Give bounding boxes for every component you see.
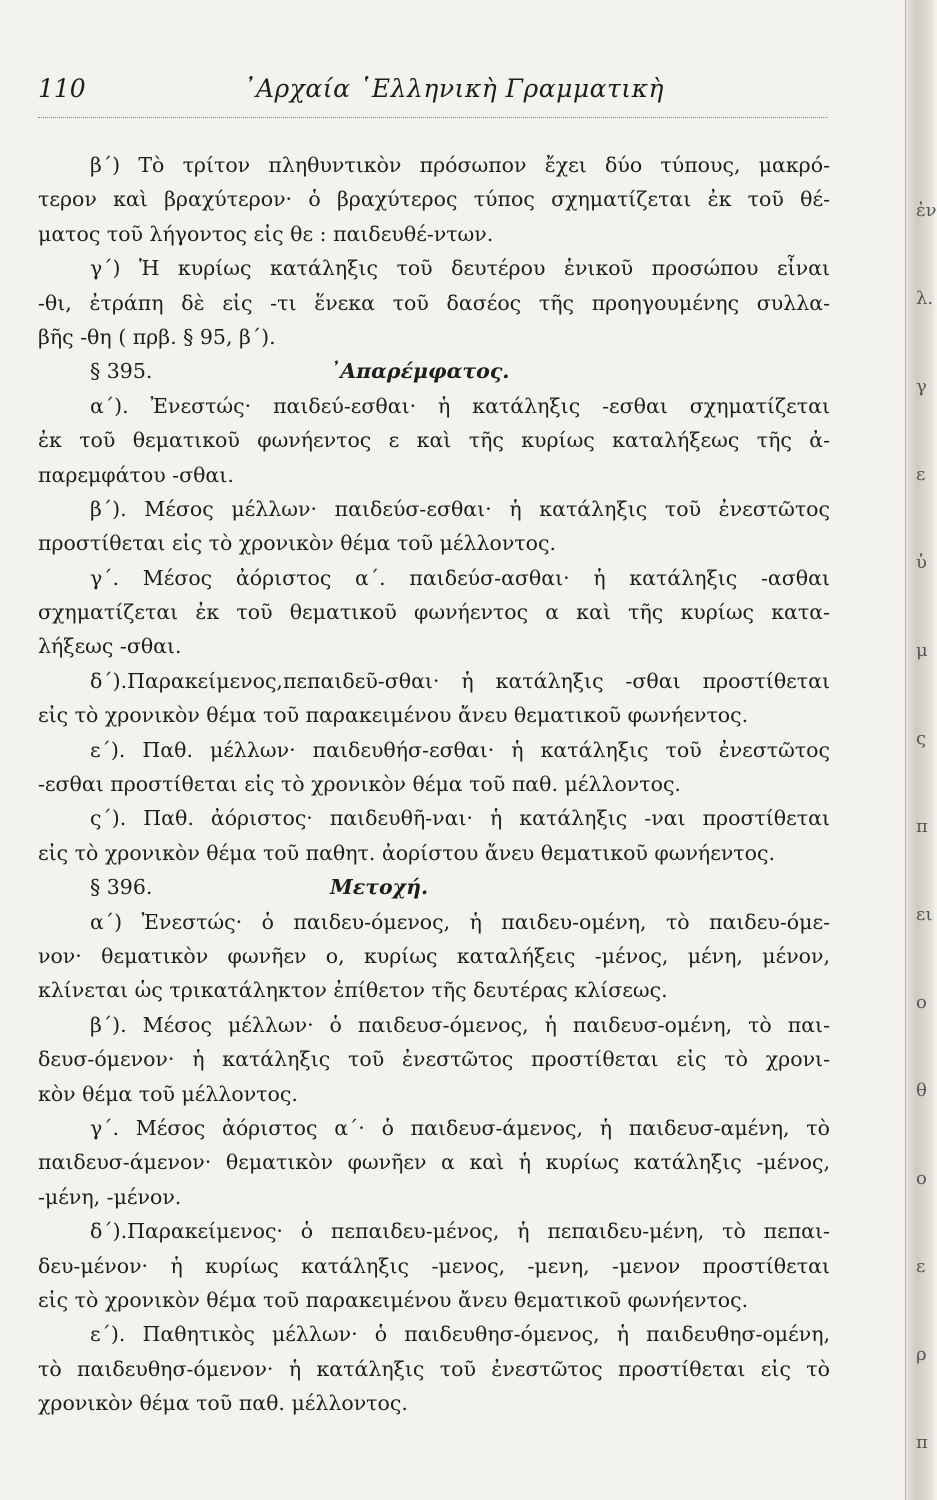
text-line: παρεμφάτου -σθαι. bbox=[38, 462, 234, 487]
edge-letter: λ. bbox=[916, 288, 934, 309]
text-line: β΄). Μέσος μέλλων· ὁ παιδευσ-όμενος, ἡ παιδευσ-ομένη, τὸ παι- bbox=[90, 1012, 830, 1037]
text-line: παιδευσ-άμενον· θεματικὸν φωνῆεν α καὶ ἡ κυρίως κατάληξις -μένος, bbox=[38, 1150, 830, 1175]
text-line: σχηματίζεται ἐκ τοῦ θεματικοῦ φωνήεντος α καὶ τῆς κυρίως κατα- bbox=[38, 600, 830, 625]
running-title: ᾿Αρχαία ῾Ελληνικὴ Γραμματικὴ bbox=[243, 74, 664, 103]
edge-letter: ε bbox=[916, 464, 926, 485]
edge-letter: θ bbox=[916, 1080, 927, 1101]
section-number: § 396. bbox=[90, 875, 153, 900]
edge-letter: π bbox=[916, 1432, 928, 1453]
text-line: -θι, ἐτράπη δὲ εἰς -τι ἕνεκα τοῦ δασέος τῆς προηγουμένης συλλα- bbox=[38, 290, 830, 315]
text-line: ματος τοῦ λήγοντος εἰς θε : παιδευθέ-ντων. bbox=[38, 221, 494, 246]
intro-paragraphs bbox=[38, 148, 830, 354]
text-line: β΄). Μέσος μέλλων· παιδεύσ-εσθαι· ἡ κατάληξις τοῦ ἐνεστῶτος bbox=[90, 496, 830, 521]
edge-letter: ρ bbox=[916, 1344, 927, 1365]
section-396-heading bbox=[38, 870, 830, 904]
edge-letter: π bbox=[916, 816, 928, 837]
edge-letter: ὑ bbox=[916, 552, 927, 573]
edge-letter: γ bbox=[916, 376, 927, 397]
text-line: ς΄). Παθ. ἀόριστος· παιδευθῆ-ναι· ἡ κατάληξις -ναι προστίθεται bbox=[90, 806, 830, 831]
text-line: εἰς τὸ χρονικὸν θέμα τοῦ παθητ. ἀορίστου ἄνευ θεματικοῦ φωνήεντος. bbox=[38, 840, 775, 865]
text-line: νον· θεματικὸν φωνῆεν ο, κυρίως καταλήξεις -μένος, μένη, μένον, bbox=[38, 943, 830, 968]
text-line: δευ-μένον· ἡ κυρίως κατάληξις -μενος, -μενη, -μενον προστίθεται bbox=[38, 1253, 830, 1278]
section-title: Μετοχή. bbox=[330, 875, 429, 900]
edge-letter: ει bbox=[916, 904, 933, 925]
text-line: βῆς -θη ( πρβ. § 95, β΄). bbox=[38, 324, 276, 349]
section-395-paragraphs bbox=[38, 389, 830, 870]
section-title: ᾿Απαρέμφατος. bbox=[330, 359, 510, 384]
text-line: κὸν θέμα τοῦ μέλλοντος. bbox=[38, 1081, 298, 1106]
text-line: δ΄).Παρακείμενος· ὁ πεπαιδευ-μένος, ἡ πεπαιδευ-μένη, τὸ πεπαι- bbox=[90, 1219, 830, 1244]
edge-letter: ε bbox=[916, 1256, 926, 1277]
text-line: δ΄).Παρακείμενος,πεπαιδεῦ-σθαι· ἡ κατάληξις -σθαι προστίθεται bbox=[90, 668, 830, 693]
text-line: τερον καὶ βραχύτερον· ὁ βραχύτερος τύπος σχηματίζεται ἐκ τοῦ θέ- bbox=[38, 187, 830, 212]
text-line: -μένη, -μένον. bbox=[38, 1184, 182, 1209]
text-line: λήξεως -σθαι. bbox=[38, 634, 182, 659]
section-396-paragraphs bbox=[38, 905, 830, 1421]
page-body bbox=[38, 148, 830, 1420]
text-line: -εσθαι προστίθεται εἰς τὸ χρονικὸν θέμα τοῦ παθ. μέλλοντος. bbox=[38, 772, 681, 797]
edge-letter: μ bbox=[916, 640, 928, 661]
page-header bbox=[38, 74, 838, 110]
text-line: ε΄). Παθητικὸς μέλλων· ὁ παιδευθησ-όμενος, ἡ παιδευθησ-ομένη, bbox=[90, 1322, 830, 1347]
text-line: ἐκ τοῦ θεματικοῦ φωνήεντος ε καὶ τῆς κυρίως καταλήξεως τῆς ἀ- bbox=[38, 428, 830, 453]
page-number: 110 bbox=[38, 74, 86, 103]
edge-letter: ς bbox=[916, 728, 927, 749]
edge-letter: ο bbox=[916, 992, 927, 1013]
text-line: κλίνεται ὡς τρικατάληκτον ἐπίθετον τῆς δευτέρας κλίσεως. bbox=[38, 978, 668, 1003]
text-line: γ΄) Ἡ κυρίως κατάληξις τοῦ δευτέρου ἑνικοῦ προσώπου εἶναι bbox=[90, 256, 830, 281]
text-line: τὸ παιδευθησ-όμενον· ἡ κατάληξις τοῦ ἐνεστῶτος προστίθεται εἰς τὸ bbox=[38, 1356, 830, 1381]
text-line: εἰς τὸ χρονικὸν θέμα τοῦ παρακειμένου ἄνευ θεματικοῦ φωνήεντος. bbox=[38, 1287, 749, 1312]
section-number: § 395. bbox=[90, 359, 153, 384]
edge-letter: ἐν bbox=[916, 200, 937, 221]
header-rule bbox=[38, 117, 828, 118]
text-line: γ΄. Μέσος ἀόριστος α΄. παιδεύσ-ασθαι· ἡ κατάληξις -ασθαι bbox=[90, 565, 830, 590]
text-line: εἰς τὸ χρονικὸν θέμα τοῦ παρακειμένου ἄνευ θεματικοῦ φωνήεντος. bbox=[38, 703, 749, 728]
adjacent-page-edge bbox=[905, 0, 937, 1500]
text-line: γ΄. Μέσος ἀόριστος α΄· ὁ παιδευσ-άμενος, ἡ παιδευσ-αμένη, τὸ bbox=[90, 1115, 830, 1140]
section-395-heading bbox=[38, 354, 830, 388]
text-line: δευσ-όμενον· ἡ κατάληξις τοῦ ἐνεστῶτος προστίθεται εἰς τὸ χρονι- bbox=[38, 1047, 830, 1072]
text-line: χρονικὸν θέμα τοῦ παθ. μέλλοντος. bbox=[38, 1391, 408, 1416]
text-line: β΄) Τὸ τρίτον πληθυντικὸν πρόσωπον ἔχει δύο τύπους, μακρό- bbox=[90, 153, 830, 177]
text-line: προστίθεται εἰς τὸ χρονικὸν θέμα τοῦ μέλλοντος. bbox=[38, 531, 556, 556]
text-line: α΄) Ἐνεστώς· ὁ παιδευ-όμενος, ἡ παιδευ-ομένη, τὸ παιδευ-όμε- bbox=[90, 909, 830, 934]
edge-letter: ο bbox=[916, 1168, 927, 1189]
text-line: ε΄). Παθ. μέλλων· παιδευθήσ-εσθαι· ἡ κατάληξις τοῦ ἐνεστῶτος bbox=[90, 737, 830, 762]
text-line: α΄). Ἐνεστώς· παιδεύ-εσθαι· ἡ κατάληξις -εσθαι σχηματίζεται bbox=[90, 393, 830, 418]
